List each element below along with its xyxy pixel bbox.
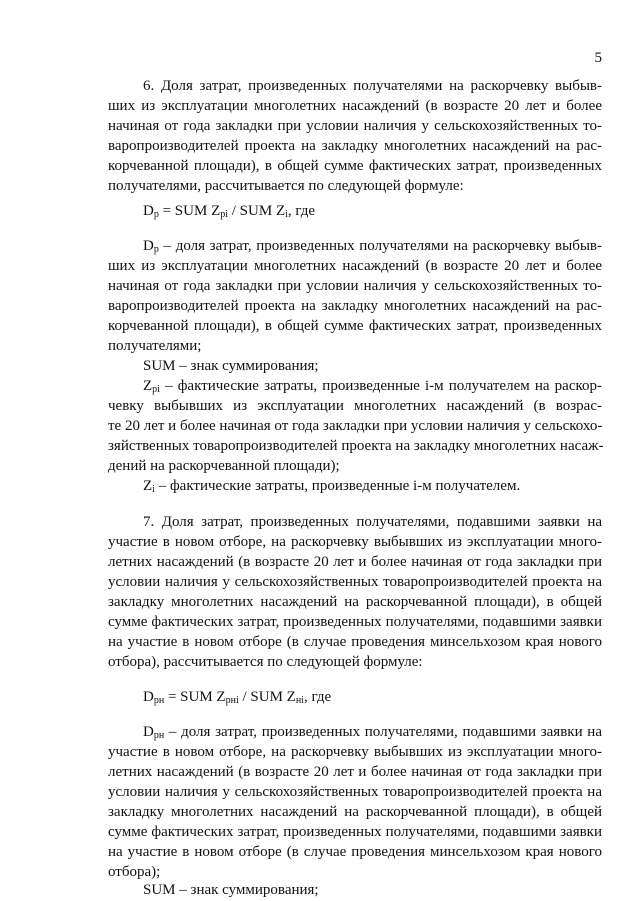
definition-zpi-line: зяйственных товаропроизводителей проекта на закладку многолетних насаж-: [108, 438, 604, 454]
definition-dp-line: получателями;: [108, 338, 202, 354]
definition-dp-line: ших из эксплуатации многолетних насаждений (в возрасте 20 лет и более: [108, 258, 602, 274]
definition-drn-line: отбора);: [108, 864, 161, 880]
paragraph-7-line: сумме фактических затрат, произведенных получателями, подавшими заявки: [108, 614, 602, 630]
paragraph-7-line: летних насаждений (в возрасте 20 лет и более начиная от года закладки при: [108, 554, 602, 570]
definition-zpi-line: чевку выбывших из эксплуатации многолетних насаждений (в возрас-: [108, 398, 602, 414]
paragraph-6-line: начиная от года закладки при условии наличия у сельскохозяйственных то-: [108, 118, 602, 134]
definition-drn-line: участие в новом отборе, на раскорчевку выбывших из эксплуатации много-: [108, 744, 602, 760]
definition-sum: SUM – знак суммирования;: [143, 358, 319, 374]
definition-drn-line: условии наличия у сельскохозяйственных товаропроизводителей проекта на: [108, 784, 602, 800]
paragraph-6-line: получателями, рассчитывается по следующей формуле:: [108, 178, 464, 194]
definition-zpi-line: те 20 лет и более начиная от года закладки при условии наличия у сельскохо-: [108, 418, 603, 434]
definition-drn-line: летних насаждений (в возрасте 20 лет и более начиная от года закладки при: [108, 764, 602, 780]
definition-dp-line: корчеванной площади), в общей сумме фактических затрат, произведенных: [108, 318, 602, 334]
paragraph-7-line: 7. Доля затрат, произведенных получателями, подавшими заявки на: [143, 514, 602, 530]
definition-dp: $D_p$ – доля затрат, произведенных получателями на раскорчевку выбыв-: [143, 238, 602, 255]
definition-dp-line: начиная от года закладки при условии наличия у сельскохозяйственных то-: [108, 278, 602, 294]
definition-zi: $Z_i$ – фактические затраты, произведенные i-м получателем.: [143, 478, 521, 495]
definition-drn-line: сумме фактических затрат, произведенных получателями, подавшими заявки: [108, 824, 602, 840]
paragraph-7-line: отбора), рассчитывается по следующей формуле:: [108, 654, 423, 670]
definition-drn-line: закладку многолетних насаждений на раскорчеванной площади), в общей: [108, 804, 602, 820]
formula-share-new-selection: $D_{рн}$ = SUM $Z_{рнi}$ / SUM $Z_{нi}$, где: [143, 689, 332, 706]
definition-sum-2: SUM – знак суммирования;: [143, 882, 319, 898]
definition-drn-line: на участие в новом отборе (в случае проведения минсельхозом края нового: [108, 844, 602, 860]
paragraph-7-line: условии наличия у сельскохозяйственных товаропроизводителей проекта на: [108, 574, 602, 590]
paragraph-7-line: участие в новом отборе, на раскорчевку выбывших из эксплуатации много-: [108, 534, 602, 550]
formula-share-uprooting: $D_p$ = SUM $Z_{pi}$ / SUM $Z_i$, где: [143, 203, 316, 220]
paragraph-7-line: на участие в новом отборе (в случае проведения минсельхозом края нового: [108, 634, 602, 650]
definition-zpi-line: дений на раскорчеванной площади);: [108, 458, 340, 474]
paragraph-6-line: ших из эксплуатации многолетних насаждений (в возрасте 20 лет и более: [108, 98, 602, 114]
paragraph-6-line: корчеванной площади), в общей сумме фактических затрат, произведенных: [108, 158, 602, 174]
definition-drn: $D_{рн}$ – доля затрат, произведенных получателями, подавшими заявки на: [143, 724, 602, 741]
page-number: 5: [594, 50, 602, 66]
paragraph-6-line: варопроизводителей проекта на закладку многолетних насаждений на рас-: [108, 138, 602, 154]
definition-zpi: $Z_{pi}$ – фактические затраты, произведенные i-м получателем на раскор-: [143, 378, 602, 395]
definition-dp-line: варопроизводителей проекта на закладку многолетних насаждений на рас-: [108, 298, 602, 314]
paragraph-6-line: 6. Доля затрат, произведенных получателями на раскорчевку выбыв-: [143, 78, 602, 94]
paragraph-7-line: закладку многолетних насаждений на раскорчеванной площади), в общей: [108, 594, 602, 610]
